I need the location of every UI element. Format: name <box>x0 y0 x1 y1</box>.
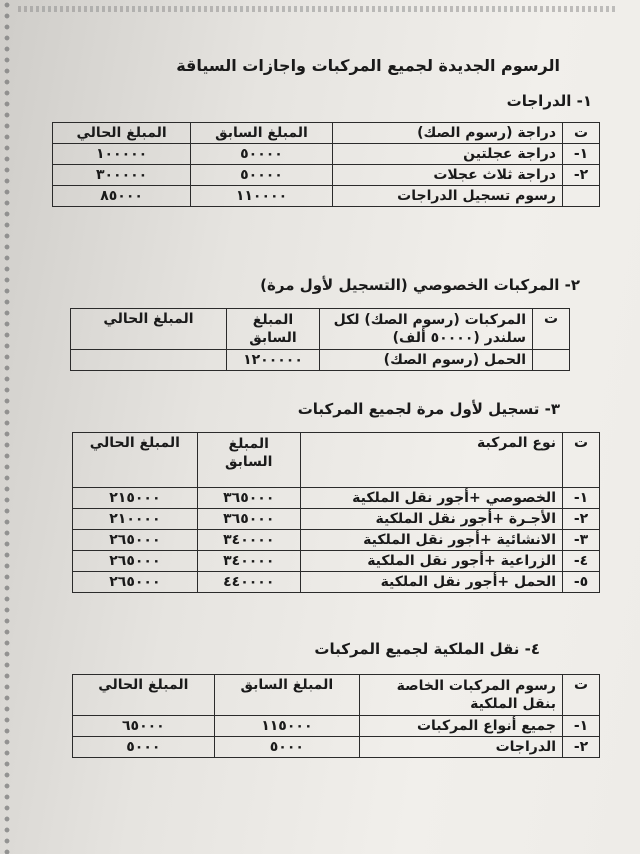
header-idx: ت <box>563 123 600 144</box>
table-row <box>73 551 600 572</box>
row-curr: ٢٦٥٠٠٠ <box>73 551 198 572</box>
section3-heading: ٣- تسجيل لأول مرة لجميع المركبات <box>297 400 560 418</box>
row-idx: ١- <box>563 488 600 509</box>
perforated-edge <box>2 0 12 854</box>
row-curr: ٢٦٥٠٠٠ <box>73 572 198 593</box>
header-idx: ت <box>563 433 600 488</box>
section4-table <box>72 674 600 758</box>
top-dotted-edge <box>18 6 618 12</box>
row-label: الدراجات <box>360 737 563 758</box>
table-row <box>71 350 570 371</box>
header-prev: المبلغ السابق <box>227 309 320 350</box>
row-idx: ٤- <box>563 551 600 572</box>
table-row <box>73 488 600 509</box>
row-prev: ٥٠٠٠ <box>214 737 359 758</box>
row-label: الحمل +أجور نقل الملكية <box>300 572 562 593</box>
row-curr: ٨٥٠٠٠ <box>53 186 191 207</box>
row-curr: ١٠٠٠٠٠ <box>53 144 191 165</box>
header-curr: المبلغ الحالي <box>53 123 191 144</box>
header-label: دراجة (رسوم الصك) <box>332 123 562 144</box>
section1-table <box>52 122 600 207</box>
row-prev: ٣٤٠٠٠٠ <box>197 530 300 551</box>
row-idx: ٥- <box>563 572 600 593</box>
table-header-row <box>73 675 600 716</box>
row-prev: ٥٠٠٠٠ <box>191 165 333 186</box>
table-row <box>53 186 600 207</box>
row-idx: ٣- <box>563 530 600 551</box>
header-idx: ت <box>533 309 570 350</box>
row-curr <box>71 350 227 371</box>
header-prev: المبلغ السابق <box>197 433 300 488</box>
header-idx: ت <box>563 675 600 716</box>
row-label: دراجة ثلاث عجلات <box>332 165 562 186</box>
document-title: الرسوم الجديدة لجميع المركبات واجازات السياقة <box>176 56 560 75</box>
row-label: الخصوصي +أجور نقل الملكية <box>300 488 562 509</box>
row-prev: ٤٤٠٠٠٠ <box>197 572 300 593</box>
section2-heading: ٢- المركبات الخصوصي (التسجيل لأول مرة) <box>260 276 580 294</box>
row-idx: ٢- <box>563 737 600 758</box>
row-idx: ٢- <box>563 165 600 186</box>
row-label: الحمل (رسوم الصك) <box>320 350 533 371</box>
table-header-row <box>53 123 600 144</box>
header-label: المركبات (رسوم الصك) لكل سلندر (٥٠٠٠٠ ألف) <box>320 309 533 350</box>
header-label: رسوم المركبات الخاصة بنقل الملكية <box>360 675 563 716</box>
row-curr: ٢١٥٠٠٠ <box>73 488 198 509</box>
header-curr: المبلغ الحالي <box>73 675 215 716</box>
table-row <box>53 144 600 165</box>
row-prev: ٣٦٥٠٠٠ <box>197 509 300 530</box>
row-curr: ٢١٠٠٠٠ <box>73 509 198 530</box>
header-prev: المبلغ السابق <box>191 123 333 144</box>
row-curr: ٣٠٠٠٠٠ <box>53 165 191 186</box>
row-curr: ٢٦٥٠٠٠ <box>73 530 198 551</box>
table-header-row <box>71 309 570 350</box>
table-row <box>53 165 600 186</box>
row-prev: ٣٤٠٠٠٠ <box>197 551 300 572</box>
row-prev: ٣٦٥٠٠٠ <box>197 488 300 509</box>
row-prev: ١١٠٠٠٠ <box>191 186 333 207</box>
row-prev: ١٢٠٠٠٠٠ <box>227 350 320 371</box>
row-idx <box>563 186 600 207</box>
section2-table <box>70 308 570 371</box>
table-row <box>73 530 600 551</box>
row-label: رسوم تسجيل الدراجات <box>332 186 562 207</box>
header-curr: المبلغ الحالي <box>73 433 198 488</box>
header-prev: المبلغ السابق <box>214 675 359 716</box>
row-curr: ٦٥٠٠٠ <box>73 716 215 737</box>
row-label: جميع أنواع المركبات <box>360 716 563 737</box>
row-label: الزراعية +أجور نقل الملكية <box>300 551 562 572</box>
section3-table <box>72 432 600 593</box>
section1-heading: ١- الدراجات <box>506 92 592 110</box>
row-prev: ٥٠٠٠٠ <box>191 144 333 165</box>
row-idx: ١- <box>563 144 600 165</box>
row-idx <box>533 350 570 371</box>
row-prev: ١١٥٠٠٠ <box>214 716 359 737</box>
row-label: الأجـرة +أجور نقل الملكية <box>300 509 562 530</box>
table-row <box>73 716 600 737</box>
table-header-row <box>73 433 600 488</box>
row-idx: ١- <box>563 716 600 737</box>
table-row <box>73 737 600 758</box>
table-row <box>73 509 600 530</box>
header-label: نوع المركبة <box>300 433 562 488</box>
row-label: دراجة عجلتين <box>332 144 562 165</box>
row-label: الانشائية +أجور نقل الملكية <box>300 530 562 551</box>
table-row <box>73 572 600 593</box>
header-curr: المبلغ الحالي <box>71 309 227 350</box>
row-curr: ٥٠٠٠ <box>73 737 215 758</box>
row-idx: ٢- <box>563 509 600 530</box>
section4-heading: ٤- نقل الملكية لجميع المركبات <box>314 640 540 658</box>
